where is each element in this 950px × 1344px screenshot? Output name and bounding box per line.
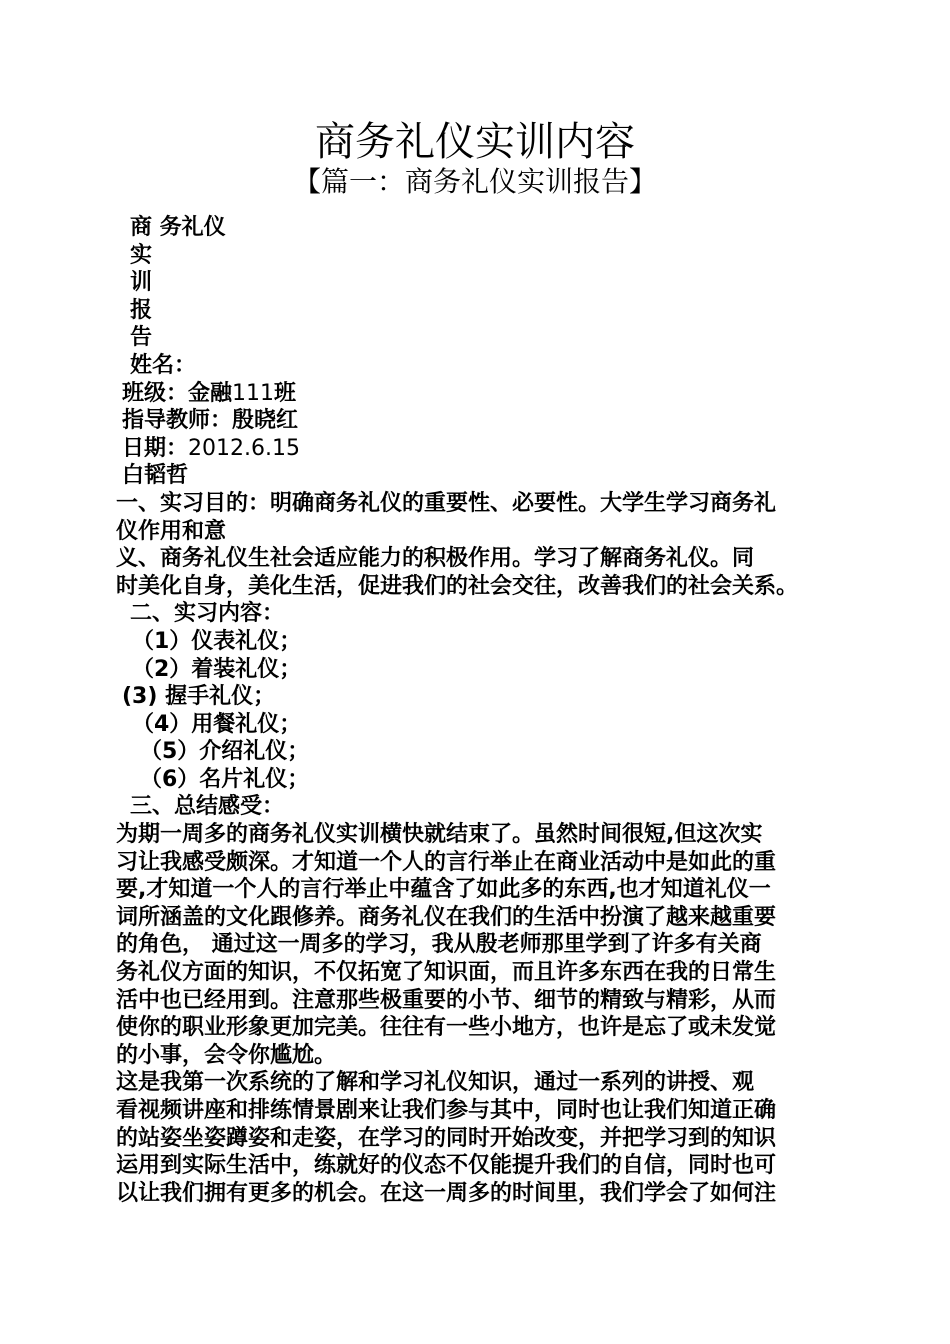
date-label: 日期： — [122, 435, 189, 461]
cover-line-4: 报 — [130, 297, 153, 323]
section1-line-2: 仪作用和意 — [116, 518, 227, 544]
paragraph-line: 务礼仪方面的知识，不仅拓宽了知识面，而且许多东西在我的日常生 — [116, 960, 777, 986]
name-label: 姓名： — [130, 352, 197, 378]
section1-line-4: 时美化自身，美化生活，促进我们的社会交往，改善我们的社会关系。 — [116, 573, 799, 599]
cover-line-3: 训 — [130, 270, 153, 296]
paragraph-line: 以让我们拥有更多的机会。在这一周多的时间里，我们学会了如何注 — [116, 1180, 777, 1206]
paragraph-line: 活中也已经用到。注意那些极重要的小节、细节的精致与精彩，从而 — [116, 987, 777, 1013]
section1-line-3: 义、商务礼仪生社会适应能力的积极作用。学习了解商务礼仪。同 — [116, 546, 755, 572]
document-subtitle: 【篇一：商务礼仪实训报告】 — [292, 165, 657, 198]
class-line — [116, 380, 856, 408]
paragraph-line: 习让我感受颇深。才知道一个人的言行举止在商业活动中是如此的重 — [116, 849, 777, 875]
cover-line-1: 商 务礼仪 — [130, 215, 226, 240]
class-label: 班级：金融 — [122, 380, 233, 406]
date-line — [116, 435, 856, 463]
class-number: 111 — [232, 380, 275, 406]
document-title: 商务礼仪实训内容 — [315, 119, 635, 165]
list-item: （5）介绍礼仪； — [140, 739, 310, 765]
paragraph-line: 使你的职业形象更加完美。往往有一些小地方，也许是忘了或未发觉 — [116, 1015, 777, 1041]
list-item: （6）名片礼仪； — [140, 766, 310, 792]
teacher-line: 指导教师：殷晓红 — [122, 408, 299, 434]
document-body — [116, 214, 856, 1207]
paragraph-line: 这是我第一次系统的了解和学习礼仪知识，通过一系列的讲授、观 — [116, 1070, 755, 1096]
cover-line-2: 实 — [130, 242, 153, 268]
list-item: （2）着装礼仪； — [132, 656, 302, 682]
list-item: （4）用餐礼仪； — [132, 711, 302, 737]
list-item: （1）仪表礼仪； — [132, 628, 302, 654]
paragraph-line: 的角色， 通过这一周多的学习，我从殷老师那里学到了许多有关商 — [116, 932, 762, 958]
paragraph-line: 的站姿坐姿蹲姿和走姿，在学习的同时开始改变，并把学习到的知识 — [116, 1125, 777, 1151]
date-value: 2012.6.15 — [188, 435, 300, 461]
section3-heading: 三、总结感受： — [130, 794, 285, 820]
paragraph-line: 词所涵盖的文化跟修养。商务礼仪在我们的生活中扮演了越来越重要 — [116, 904, 777, 930]
paragraph-line: 看视频讲座和排练情景剧来让我们参与其中，同时也让我们知道正确 — [116, 1098, 777, 1123]
paragraph-line: 为期一周多的商务礼仪实训横快就结束了。虽然时间很短,但这次实 — [116, 822, 763, 848]
paragraph-line: 的小事，会令你尴尬。 — [116, 1042, 337, 1068]
class-suffix: 班 — [274, 380, 297, 406]
section2-heading: 二、实习内容： — [130, 601, 285, 627]
list-item: (3) 握手礼仪； — [122, 684, 276, 710]
cover-line-5: 告 — [130, 325, 153, 351]
student-name: 白韬哲 — [122, 463, 189, 489]
section1-line-1: 一、实习目的：明确商务礼仪的重要性、必要性。大学生学习商务礼 — [116, 490, 777, 516]
paragraph-line: 运用到实际生活中，练就好的仪态不仅能提升我们的自信，同时也可 — [116, 1153, 777, 1179]
paragraph-line: 要,才知道一个人的言行举止中蕴含了如此多的东西,也才知道礼仪一 — [116, 877, 771, 903]
